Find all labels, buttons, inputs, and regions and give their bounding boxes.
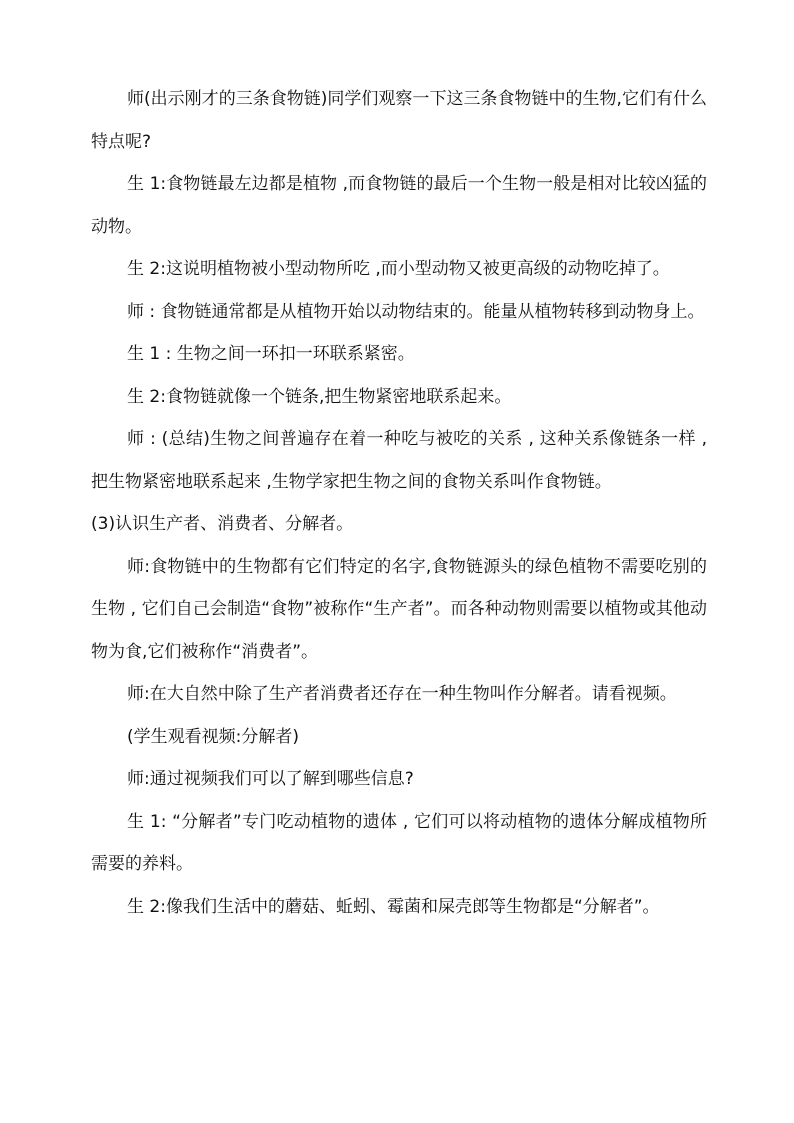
paragraph-student2-answer: 生 2:这说明植物被小型动物所吃 ,而小型动物又被更高级的动物吃掉了。 bbox=[127, 259, 670, 279]
paragraph-decomposers-intro: 师:在大自然中除了生产者消费者还存在一种生物叫作分解者。请看视频。 bbox=[127, 684, 677, 704]
paragraph-student2-decomposer: 生 2:像我们生活中的蘑菇、蚯蚓、霉菌和屎壳郎等生物都是“分解者”。 bbox=[127, 896, 660, 917]
paragraph-student2-comment: 生 2:食物链就像一个链条,把生物紧密地联系起来。 bbox=[127, 386, 512, 407]
paragraph-teacher-question: 师(出示刚才的三条食物链)同学们观察一下这三条食物链中的生物,它们有什么特点呢? bbox=[91, 89, 707, 152]
paragraph-teacher-prompt: 师:通过视频我们可以了解到哪些信息? bbox=[127, 769, 414, 789]
document-body bbox=[91, 78, 707, 928]
section-heading: (3)认识生产者、消费者、分解者。 bbox=[91, 514, 354, 534]
paragraph-teacher-explanation: 师 : 食物链通常都是从植物开始以动物结束的。能量从植物转移到动物身上。 bbox=[127, 301, 705, 322]
paragraph-student1-answer: 生 1:食物链最左边都是植物 ,而食物链的最后一个生物一般是相对比较凶猛的动物。 bbox=[91, 174, 707, 237]
paragraph-teacher-summary: 师 : (总结)生物之间普遍存在着一种吃与被吃的关系 , 这种关系像链条一样 ,把生物紧密地联系起来 ,生物学家把生物之间的食物关系叫作食物链。 bbox=[91, 429, 707, 492]
paragraph-student1-comment: 生 1 : 生物之间一环扣一环联系紧密。 bbox=[127, 344, 415, 364]
paragraph-student1-decomposer: 生 1: “分解者”专门吃动植物的遗体 , 它们可以将动植物的遗体分解成植物所需要的养料。 bbox=[91, 811, 707, 874]
paragraph-video-note: (学生观看视频:分解者) bbox=[127, 726, 299, 747]
paragraph-producers-consumers: 师:食物链中的生物都有它们特定的名字,食物链源头的绿色植物不需要吃别的生物 , 它们自己会制造“食物”被称作“生产者”。而各种动物则需要以植物或其他动物为食,它们被称作“消费者”。 bbox=[91, 556, 707, 662]
